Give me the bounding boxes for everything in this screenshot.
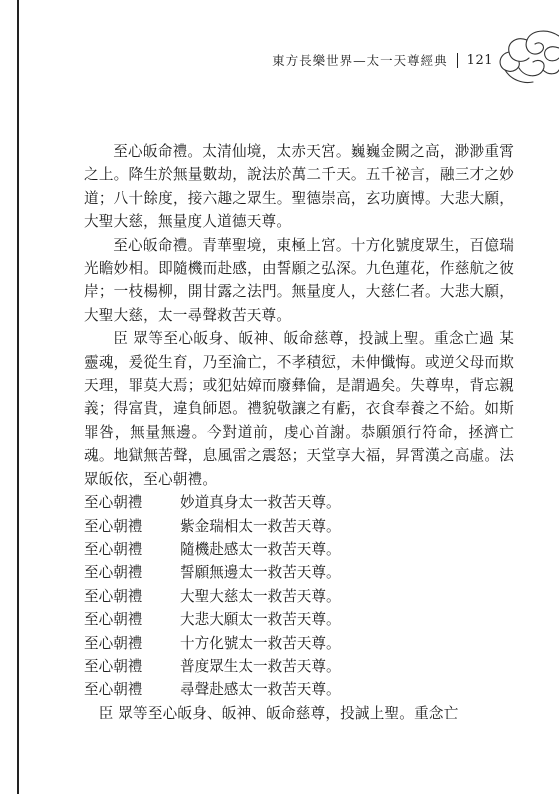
chant-title: 誓願無邊太一救苦天尊。 — [180, 564, 341, 582]
confession-paragraph: 臣 眾等至心皈身、皈神、皈命慈尊，投誠上聖。重念亡過 某 靈魂，爰從生育，乃至淪亡，不孝積愆，未伸懺悔。或逆父母而欺天理，罪莫大焉；或犯姑嫜而廢彝倫，是謂過矣。失尊卑，背忘親義；得富貴，違負師恩。禮貌敬讓之有虧，衣食奉養之不給。如斯罪咎，無量無邊。今對道前，虔心首謝。恭願頒行符命，拯濟亡魂。地獄無苦聲，息風雷之震怒；天堂享大福，昇霄漢之高虛。法眾皈依，至心朝禮。 — [84, 330, 514, 488]
chant-lead: 至心朝禮 — [84, 564, 143, 582]
chant-title: 大聖大慈太一救苦天尊。 — [180, 587, 341, 605]
chant-title: 大悲大願太一救苦天尊。 — [180, 611, 341, 629]
chant-lead: 至心朝禮 — [84, 540, 143, 558]
chant-row — [84, 678, 514, 701]
closing-line: 臣 眾等至心皈身、皈神、皈命慈尊，投誠上聖。重念亡 — [98, 704, 459, 722]
page-number: 121 — [466, 52, 493, 68]
chant-list — [84, 491, 514, 702]
chant-row — [84, 585, 514, 608]
chant-title: 紫金瑞相太一救苦天尊。 — [180, 517, 341, 535]
page-edge-rule — [17, 0, 19, 794]
chant-lead: 至心朝禮 — [84, 657, 143, 675]
chant-lead: 至心朝禮 — [84, 634, 143, 652]
chant-lead: 至心朝禮 — [84, 611, 143, 629]
chant-title: 普度眾生太一救苦天尊。 — [180, 657, 341, 675]
chant-title: 十方化號太一救苦天尊。 — [180, 634, 341, 652]
chant-row — [84, 515, 514, 538]
chant-title: 隨機赴感太一救苦天尊。 — [180, 540, 341, 558]
chant-row — [84, 608, 514, 631]
chant-lead: 至心朝禮 — [84, 494, 143, 512]
chant-lead: 至心朝禮 — [84, 681, 143, 699]
chant-lead: 至心朝禮 — [84, 587, 143, 605]
header-separator — [457, 53, 458, 68]
scripture-body — [84, 140, 514, 725]
running-header — [272, 48, 493, 72]
invocation-paragraph-2: 至心皈命禮。青華聖境，東極上宮。十方化號度眾生，百億瑞光瞻妙相。即隨機而赴感，由誓願之弘深。九色蓮花，作慈航之彼岸；一枝楊柳，開甘露之法門。無量度人，大慈仁者。大悲大願，大聖大慈，太一尋聲救苦天尊。 — [84, 236, 514, 324]
chant-row — [84, 655, 514, 678]
chant-title: 尋聲赴感太一救苦天尊。 — [180, 681, 341, 699]
chant-row — [84, 491, 514, 514]
book-title: 東方長樂世界—太一天尊經典 — [272, 53, 448, 68]
chant-lead: 至心朝禮 — [84, 517, 143, 535]
cloud-ornament-icon — [487, 20, 559, 90]
chant-title: 妙道真身太一救苦天尊。 — [180, 494, 341, 512]
invocation-paragraph-1: 至心皈命禮。太清仙境，太赤天宮。巍巍金闕之高，渺渺重霄之上。降生於無量數劫，說法於萬二千天。五千祕言，融三才之妙道；八十餘度，接六趣之眾生。聖德崇高，玄功廣博。大悲大願，大聖大慈，無量度人道德天尊。 — [84, 143, 514, 231]
chant-row — [84, 632, 514, 655]
chant-row — [84, 538, 514, 561]
chant-row — [84, 561, 514, 584]
